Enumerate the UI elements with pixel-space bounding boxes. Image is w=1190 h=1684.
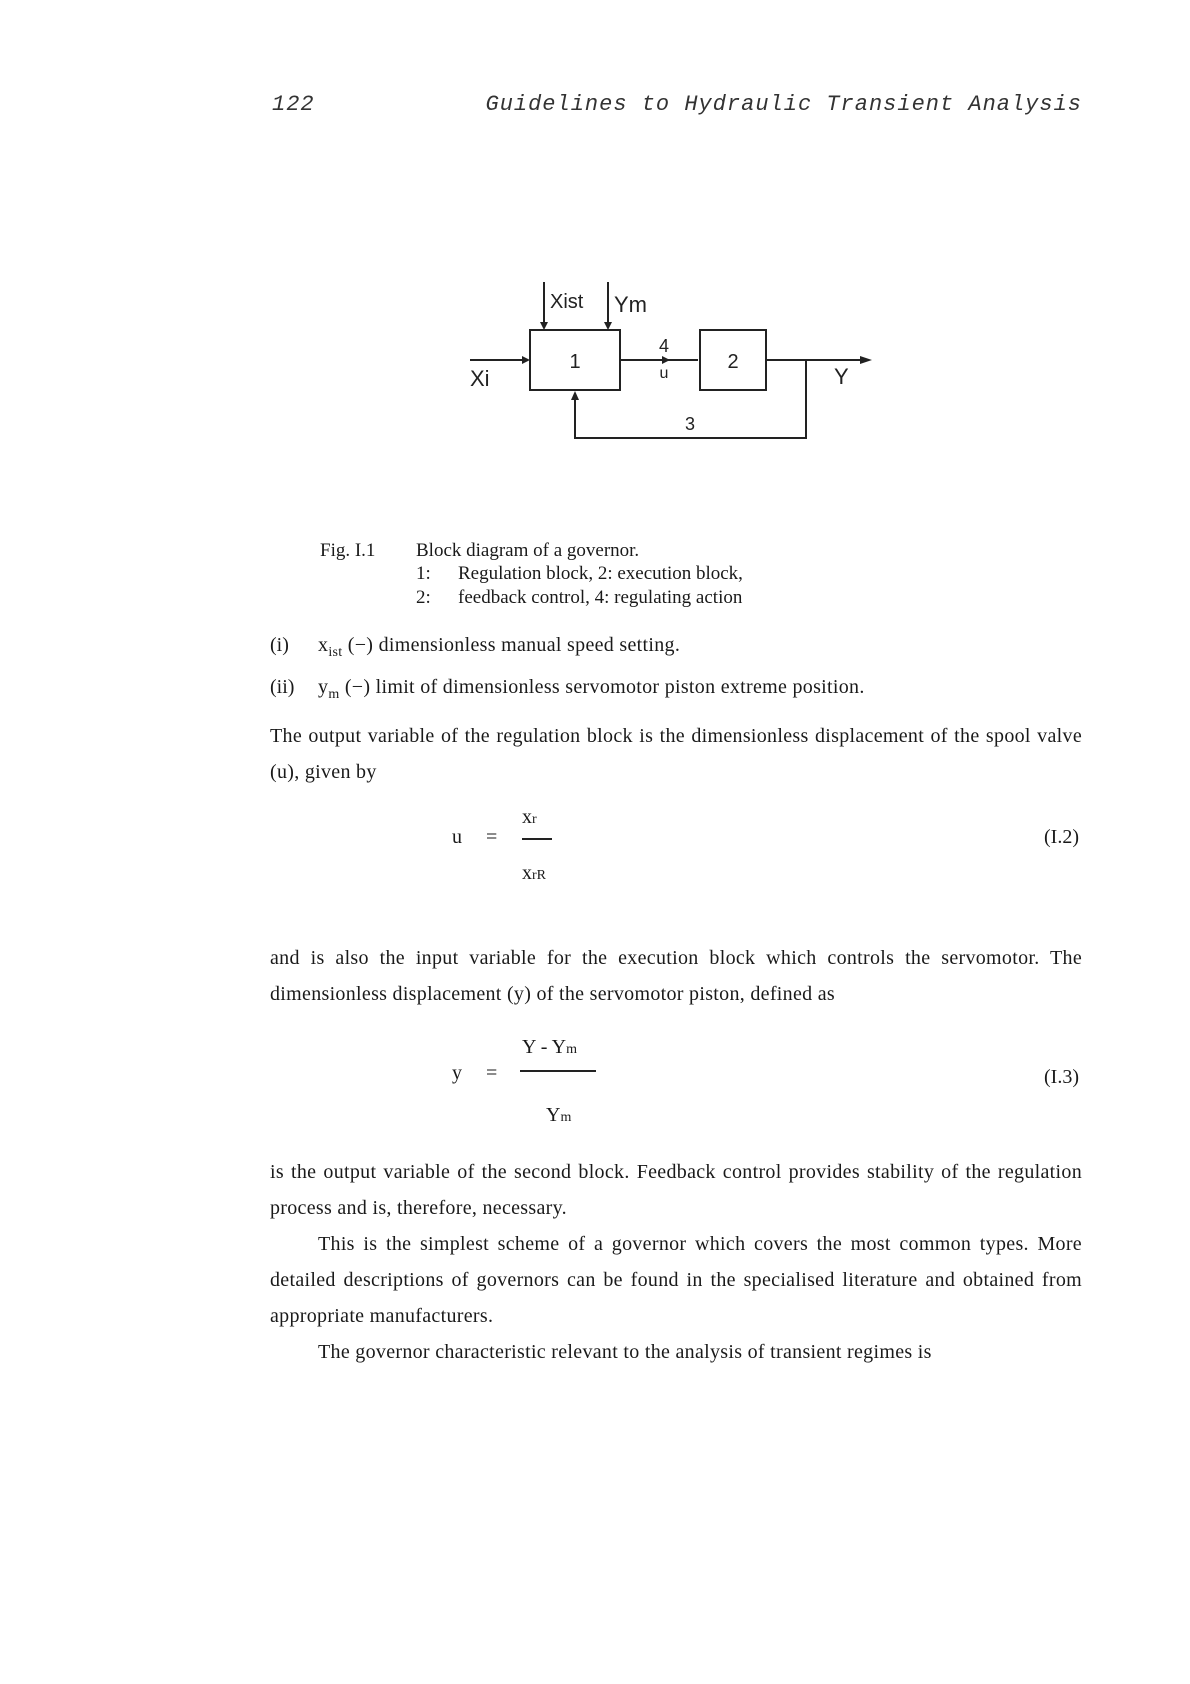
arrow-xi bbox=[522, 356, 530, 364]
running-title: Guidelines to Hydraulic Transient Analysis bbox=[485, 92, 1082, 117]
arrow-xist bbox=[540, 322, 548, 330]
label-signal-u: u bbox=[659, 365, 669, 382]
symbol: x bbox=[318, 634, 329, 656]
governor-block-diagram bbox=[440, 270, 900, 470]
figure-label: Fig. I.1 bbox=[320, 540, 376, 561]
fraction-bar bbox=[520, 1070, 596, 1072]
arrow-feedback bbox=[571, 391, 579, 400]
item-description: (−) dimensionless manual speed setting. bbox=[347, 634, 681, 656]
label-xi: Xi bbox=[470, 366, 490, 391]
eq-denominator: xrR bbox=[522, 862, 546, 884]
label-block-2: 2 bbox=[727, 351, 739, 373]
equation-number: (I.3) bbox=[1044, 1066, 1079, 1088]
symbol-subscript: ist bbox=[328, 645, 343, 660]
list-marker: (ii) bbox=[270, 676, 295, 698]
caption-line: feedback control, 4: regulating action bbox=[458, 587, 743, 608]
eq-denominator: Ym bbox=[546, 1104, 572, 1126]
list-item bbox=[318, 676, 865, 703]
eq-equals: = bbox=[486, 1062, 498, 1084]
list-item bbox=[318, 634, 680, 661]
equation-number: (I.2) bbox=[1044, 826, 1079, 848]
caption-line-number: 2: bbox=[416, 587, 431, 608]
caption-line-number: 1: bbox=[416, 563, 431, 584]
paragraph: The output variable of the regulation block is the dimensionless displacement of the spool valve (u), given by bbox=[270, 725, 1082, 783]
arrow-ym bbox=[604, 322, 612, 330]
paragraph: is the output variable of the second block. Feedback control provides stability of the regulation process and is, therefore, necessary. bbox=[270, 1161, 1082, 1219]
eq-lhs: y bbox=[452, 1062, 462, 1084]
paragraph: This is the simplest scheme of a governor which covers the most common types. More detailed descriptions of governors can be found in the specialised literature and obtained from appropriate manufacturers. bbox=[270, 1233, 1082, 1327]
symbol: y bbox=[318, 676, 329, 698]
label-signal-4: 4 bbox=[658, 336, 670, 356]
label-output-y: Y bbox=[834, 364, 849, 389]
symbol-subscript: m bbox=[328, 687, 340, 702]
fraction-bar bbox=[522, 838, 552, 840]
page-number: 122 bbox=[272, 92, 315, 117]
arrow-u bbox=[662, 356, 670, 364]
label-ym: Ym bbox=[614, 292, 647, 317]
eq-numerator: Y - Ym bbox=[522, 1036, 577, 1058]
paragraph: The governor characteristic relevant to the analysis of transient regimes is bbox=[318, 1341, 932, 1363]
eq-numerator: xr bbox=[522, 806, 537, 828]
label-block-1: 1 bbox=[569, 351, 581, 373]
figure-title: Block diagram of a governor. bbox=[416, 540, 640, 561]
eq-lhs: u bbox=[452, 826, 462, 848]
item-description: (−) limit of dimensionless servomotor piston extreme position. bbox=[344, 676, 865, 698]
caption-line: Regulation block, 2: execution block, bbox=[458, 563, 743, 584]
list-marker: (i) bbox=[270, 634, 289, 656]
arrow-output bbox=[860, 356, 872, 364]
label-feedback-3: 3 bbox=[684, 414, 696, 434]
paragraph: and is also the input variable for the execution block which controls the servomotor. The dimensionless displacement (y) of the servomotor piston, defined as bbox=[270, 947, 1082, 1005]
label-xist: Xist bbox=[550, 291, 584, 313]
eq-equals: = bbox=[486, 826, 498, 848]
